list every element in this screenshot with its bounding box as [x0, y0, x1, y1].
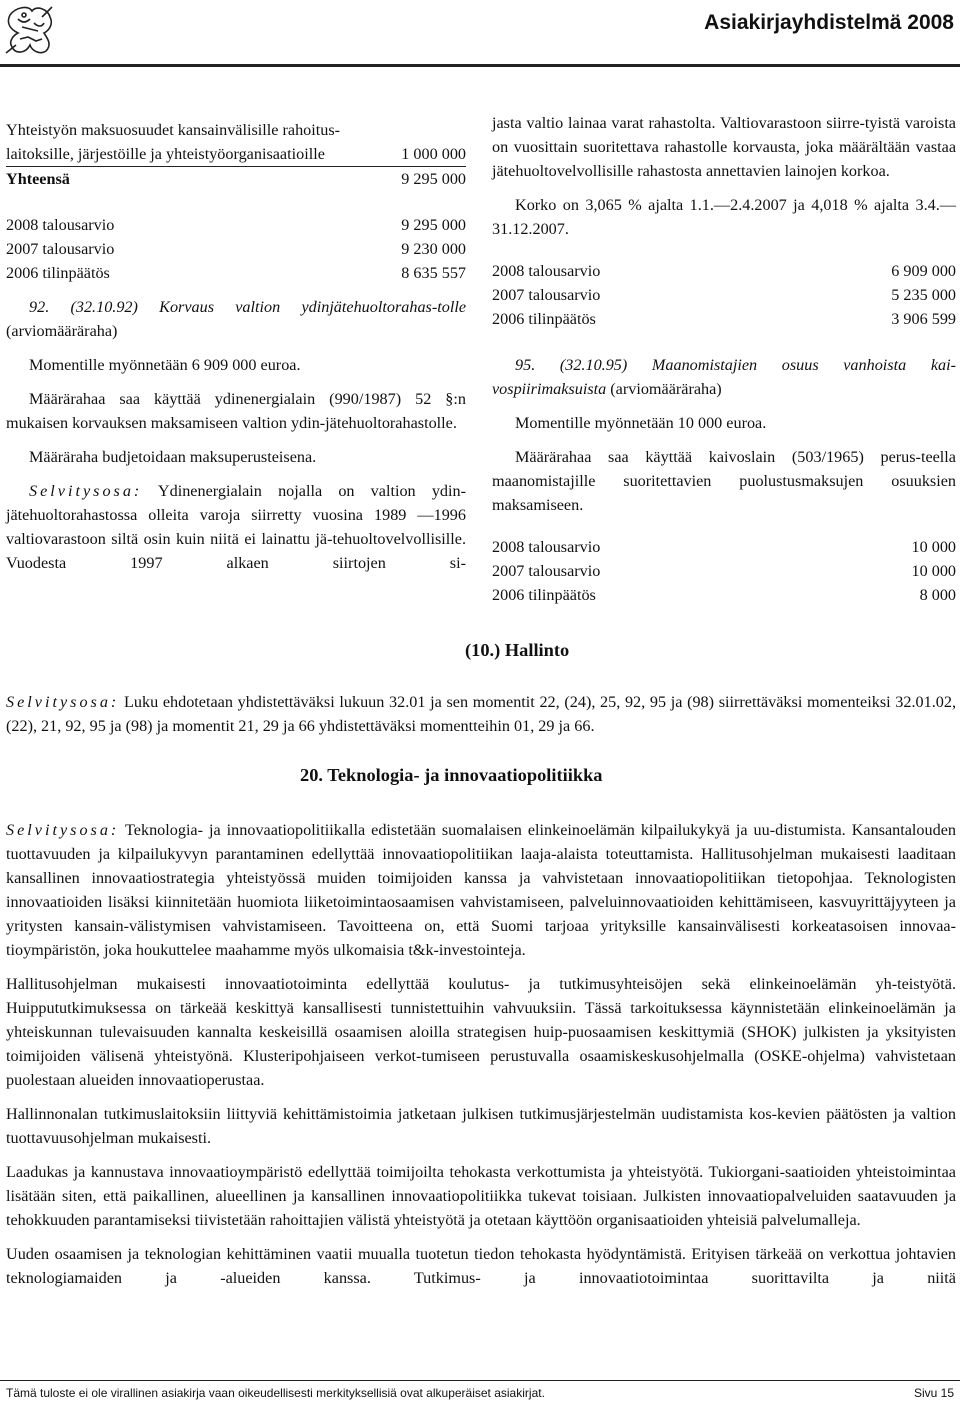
budget-row	[492, 559, 956, 583]
paragraph: Momentille myönnetään 10 000 euroa.	[515, 414, 767, 432]
hallinto-section	[6, 690, 956, 738]
paragraph: Hallitusohjelman mukaisesti innovaatiotoiminta edellyttää koulutus- ja tutkimusyhteisöjen sekä elinkeinoelämän yh-teistyötä. Huippututkimuksessa on tärkeää keskittyä kansallisesti tunnistettuihin vahvuuksiin. Tässä tarkoituksessa käynnistetään elinkeinoelämän ja yhteiskunnan tulevaisuuden kannalta keskeisillä osaamisen aloilla strategisen huip-puosaamisen keskittymiä (SHOK) julkisten ja yksityisten toimijoiden välisenä yhteistyönä. Klusteripohjaiseen verkot-tumiseen perustuvalla osaamiskeskusohjelmalla (OSKE-ohjelma) vahvistetaan puolestaan alueiden innovaatioperustaa.	[6, 975, 956, 1089]
budget-row	[492, 535, 956, 559]
budget-row	[6, 237, 466, 261]
budget-value: 10 000	[911, 562, 956, 580]
page-header	[0, 0, 960, 72]
footer-disclaimer: Tämä tuloste ei ole virallinen asiakirja vaan oikeudellisesti merkityksellisiä ovat alkuperäiset asiakirjat.	[6, 1386, 545, 1400]
budget-label: 2006 tilinpäätös	[492, 310, 596, 328]
total-row	[6, 166, 466, 191]
intro-line: Yhteistyön maksuosuudet kansainvälisille rahoitus-	[6, 121, 341, 139]
paragraph: Momentille myönnetään 6 909 000 euroa.	[29, 356, 301, 374]
footer-divider	[0, 1380, 960, 1381]
budget-value: 10 000	[911, 538, 956, 556]
budget-label: 2007 talousarvio	[492, 562, 601, 580]
intro-amount-row	[6, 142, 466, 166]
section-heading-hallinto: (10.) Hallinto	[465, 640, 570, 660]
paragraph: Määrärahaa saa käyttää kaivoslain (503/1965) perus-teella maanomistajille suoritettavien puolustusmaksujen osuuksien maksamiseen.	[492, 448, 956, 514]
selvitysosa-paragraph	[6, 479, 466, 575]
moment-heading-type: (arviomääräraha)	[6, 322, 118, 340]
header-divider	[0, 64, 960, 67]
budget-table-95	[492, 535, 956, 607]
section-heading-teknologia: 20. Teknologia- ja innovaatiopolitiikka	[300, 765, 603, 785]
paragraph: Uuden osaamisen ja teknologian kehittäminen vaatii muualla tuotetun tiedon tehokasta hyödyntämistä. Erityisen tärkeää on verkottua johtavien teknologiamaiden ja -alueiden kanssa. Tutkimus- ja innovaatiotoimintaa suorittavilta ja niitä	[6, 1245, 956, 1287]
budget-table-92-right	[492, 259, 956, 331]
budget-value: 9 230 000	[401, 240, 466, 258]
budget-value: 5 235 000	[891, 286, 956, 304]
moment-heading-95	[492, 353, 956, 401]
budget-label: 2006 tilinpäätös	[492, 586, 596, 604]
budget-label: 2006 tilinpäätös	[6, 264, 110, 282]
budget-value: 8 000	[919, 586, 956, 604]
budget-label: 2008 talousarvio	[492, 538, 601, 556]
budget-label: 2008 talousarvio	[6, 216, 115, 234]
selvitysosa-label: Selvitysosa:	[6, 821, 120, 839]
paragraph: jasta valtio lainaa varat rahastolta. Valtiovarastoon siirre-tyistä varoista on vuosittain suoritettava rahastolle korvausta, joka määrältään vastaa jätehuoltovelvollisille rahastosta annettavien lainojen korkoa.	[492, 114, 956, 180]
left-column	[6, 118, 466, 575]
coat-of-arms-lion-icon	[2, 1, 58, 59]
total-label: Yhteensä	[6, 170, 70, 188]
intro-amount-value: 1 000 000	[401, 145, 466, 163]
page-number: Sivu 15	[913, 1386, 954, 1400]
moment-heading-type: (arviomääräraha)	[606, 380, 722, 398]
moment-heading-title: 92. (32.10.92) Korvaus valtion ydinjätehuoltorahas-tolle	[29, 298, 466, 316]
budget-row	[492, 583, 956, 607]
intro-amount-label: laitoksille, järjestöille ja yhteistyöorganisaatioille	[6, 145, 325, 163]
paragraph: Korko on 3,065 % ajalta 1.1.—2.4.2007 ja 4,018 % ajalta 3.4.—31.12.2007.	[492, 196, 956, 238]
budget-value: 6 909 000	[891, 262, 956, 280]
selvitysosa-text: Ydinenergialain nojalla on valtion ydin-jätehuoltorahastossa olleita varoja siirretty vuosina 1989 —1996 valtiovarastoon siltä osin kuin niitä ei lainattu jä-tehuoltovelvollisille. Vuodesta 1997 alkaen siirtojen si-	[6, 482, 466, 572]
selvitysosa-label: Selvitysosa:	[29, 482, 143, 500]
budget-row	[492, 283, 956, 307]
selvitysosa-paragraph	[6, 818, 956, 962]
right-column	[492, 111, 956, 607]
budget-row	[492, 259, 956, 283]
budget-label: 2007 talousarvio	[492, 286, 601, 304]
budget-table-92	[6, 213, 466, 285]
paragraph: Hallinnonalan tutkimuslaitoksiin liittyviä kehittämistoimia jatketaan julkisen tutkimusjärjestelmän uudistamista kos-kevien päätösten ja valtion tuottavuusohjelman mukaisesti.	[6, 1105, 956, 1147]
document-title: Asiakirjayhdistelmä 2008	[704, 11, 954, 34]
budget-label: 2008 talousarvio	[492, 262, 601, 280]
budget-row	[492, 307, 956, 331]
total-value: 9 295 000	[401, 170, 466, 188]
moment-heading-92	[6, 295, 466, 343]
budget-value: 8 635 557	[401, 264, 466, 282]
budget-label: 2007 talousarvio	[6, 240, 115, 258]
budget-row	[6, 261, 466, 285]
paragraph: Määräraha budjetoidaan maksuperusteisena.	[29, 448, 317, 466]
budget-row	[6, 213, 466, 237]
paragraph: Määrärahaa saa käyttää ydinenergialain (990/1987) 52 §:n mukaisen korvauksen maksamiseen valtion ydin-jätehuoltorahastolle.	[6, 390, 466, 432]
budget-value: 3 906 599	[891, 310, 956, 328]
selvitysosa-text: Teknologia- ja innovaatiopolitiikalla edistetään suomalaisen elinkeinoelämän kilpailukykyä ja uu-distumista. Kansantalouden tuottavuuden ja kilpailukyvyn parantaminen edellyttää innovaatiopolitiikan laaja-alaista toteuttamista. Hallitusohjelman mukaisesti laaditaan kansallinen innovaatiostrategia yhteistyössä muiden toimijoiden kanssa ja vahvistetaan innovaatiopolitiikan tietopohjaa. Teknologisten innovaatioiden lisäksi kiinnitetään huomiota liiketoimintaosaamisen vahvistamiseen, palveluinnovaatioiden kehittämiseen, kasvuyrittäjyyteen ja yritysten kansain-välistymisen vahvistamiseen. Tavoitteena on, että Suomi tarjoaa yrityksille kansainvälisesti korkeatasoisen innovaa-tioympäristön, joka houkuttelee maahamme myös ulkomaisia t&k-investointeja.	[6, 821, 956, 959]
budget-value: 9 295 000	[401, 216, 466, 234]
selvitysosa-label: Selvitysosa:	[6, 693, 120, 711]
selvitysosa-text: Luku ehdotetaan yhdistettäväksi lukuun 32.01 ja sen momentit 22, (24), 25, 92, 95 ja (98) siirrettäväksi momenteiksi 32.01.02, (22), 21, 92, 95 ja (98) ja momentit 21, 29 ja 66 yhdistettäväksi momentteihin 01, 29 ja 66.	[6, 693, 956, 735]
paragraph: Laadukas ja kannustava innovaatioympäristö edellyttää toimijoilta tehokasta verkottumista ja yhteistyötä. Tukiorgani-saatioiden yhteistoimintaa lisätään siten, että paikallinen, alueellinen ja kansallinen innovaatiopolitiikka tukevat toisiaan. Julkisten innovaatiopalveluiden saatavuuden ja tehokkuuden parantamiseksi tiivistetään rahoittajien välistä yhteistyötä ja otetaan käyttöön organisaatioiden yhteisiä palvelumalleja.	[6, 1163, 956, 1229]
teknologia-section	[6, 818, 956, 1290]
moment-heading-title: 95. (32.10.95) Maanomistajien osuus vanhoista kai-vospiirimaksuista	[492, 356, 956, 398]
